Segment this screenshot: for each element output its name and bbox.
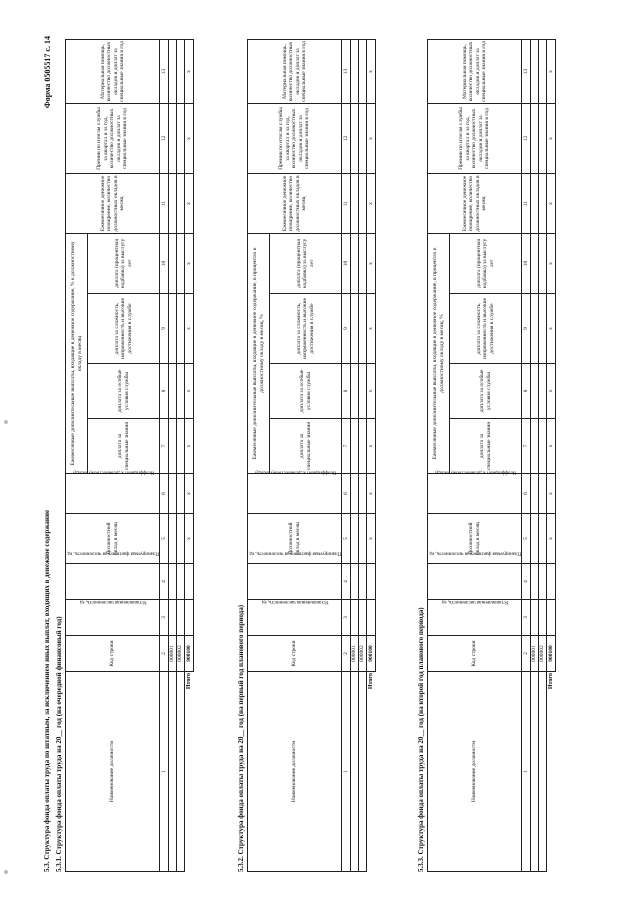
data-cell[interactable] — [351, 600, 359, 636]
total-mark: x — [367, 233, 376, 293]
total-mark: x — [185, 234, 194, 294]
header-special-service: доплата за особые условия службы — [450, 364, 522, 419]
total-code: 900100 — [185, 636, 194, 672]
header-monthly-cash: Ежемесячное денежное поощрение, количество должностных окладов в месяц — [248, 173, 342, 233]
data-cell[interactable] — [177, 40, 185, 104]
total-row — [185, 40, 194, 872]
data-cell[interactable] — [539, 294, 547, 364]
data-cell[interactable] — [531, 364, 539, 419]
section-heading-line1: 5.3. Структура фонда оплаты труда по штатным, за исключением иных выплат, входящих в денежное содержание — [43, 509, 51, 872]
data-cell[interactable] — [539, 364, 547, 419]
total-cell[interactable] — [547, 564, 556, 600]
subsection-2-title: 5.3.2. Структура фонда оплаты труда на 20__ год (на первый год планового периода) — [237, 604, 245, 872]
total-code: 900100 — [367, 636, 376, 672]
colnum: 7 — [160, 419, 169, 474]
header-special-service: доплата за особые условия службы — [270, 364, 342, 419]
colnum: 4 — [342, 564, 351, 600]
header-planned-count — [66, 550, 160, 600]
section-heading — [43, 510, 51, 872]
data-cell[interactable] — [169, 600, 177, 636]
header-coefficient — [428, 469, 522, 514]
row-code: 000002 — [539, 636, 547, 672]
header-material-aid: Материальная помощь, количество должностных окладов и доплат за специальные знания в год — [248, 39, 342, 103]
colnum: 1 — [522, 672, 531, 872]
colnum: 13 — [522, 39, 531, 103]
data-cell[interactable] — [539, 173, 547, 233]
column-number-row — [160, 40, 169, 872]
header-row-code: Код строки — [248, 636, 342, 672]
colnum: 7 — [342, 419, 351, 474]
colnum: 4 — [522, 564, 531, 600]
total-mark: x — [547, 173, 556, 233]
total-mark: x — [367, 103, 376, 173]
colnum: 2 — [342, 636, 351, 672]
table-row — [359, 39, 367, 871]
total-mark: x — [547, 294, 556, 364]
header-salary: Должностной оклад в месяц — [428, 514, 522, 564]
header-planned-count-text: Планируемая фактическая численность, ед — [429, 550, 521, 556]
data-cell[interactable] — [359, 39, 367, 103]
data-cell[interactable] — [351, 474, 359, 514]
total-label: Итого — [368, 673, 374, 690]
total-mark: x — [367, 294, 376, 364]
header-position-name: Наименование должности — [66, 672, 160, 872]
data-cell[interactable] — [169, 419, 177, 474]
scan-dot — [4, 420, 8, 424]
colnum: 3 — [160, 600, 169, 636]
data-cell[interactable] — [539, 103, 547, 173]
total-mark: x — [185, 40, 194, 104]
data-cell[interactable] — [169, 174, 177, 234]
data-cell[interactable] — [359, 600, 367, 636]
colnum: 10 — [522, 233, 531, 293]
data-cell[interactable] — [539, 474, 547, 514]
data-cell[interactable] — [351, 514, 359, 564]
header-quarterly-premium: Премии по итогам службы за квартал и за год, количество должностных окладов и доплат за специальные знания в год — [66, 104, 160, 174]
data-cell[interactable] — [351, 39, 359, 103]
form-number: Форма 0505517 с. 14 — [43, 36, 52, 109]
header-material-aid: Материальная помощь, количество должностных окладов и доплат за специальные знания в год — [428, 39, 522, 103]
data-cell[interactable] — [351, 103, 359, 173]
header-coefficient-text: Коэффициент к должностному окладу — [254, 469, 336, 475]
total-mark: x — [185, 474, 194, 514]
header-monthly-cash: Ежемесячное денежное поощрение, количество должностных окладов в месяц — [66, 174, 160, 234]
colnum: 8 — [160, 364, 169, 419]
total-mark: x — [367, 419, 376, 474]
data-cell[interactable] — [177, 419, 185, 474]
subsection-3 — [417, 40, 595, 872]
data-cell[interactable] — [177, 174, 185, 234]
colnum: 11 — [160, 174, 169, 234]
colnum: 11 — [342, 173, 351, 233]
header-coefficient-text: Коэффициент к должностному окладу — [72, 469, 154, 475]
header-monthly-group: Ежемесячные дополнительные выплаты, входящие в денежное содержание, в процентах к должностному окладу в месяц, % — [428, 233, 450, 473]
total-mark: x — [547, 103, 556, 173]
total-mark: x — [367, 173, 376, 233]
data-cell[interactable] — [169, 474, 177, 514]
colnum: 6 — [160, 474, 169, 514]
data-cell[interactable] — [359, 474, 367, 514]
data-cell[interactable] — [351, 419, 359, 474]
data-cell[interactable] — [351, 364, 359, 419]
header-material-aid: Материальная помощь, количество должностных окладов и доплат за специальные знания в год — [66, 40, 160, 104]
subsection-2 — [237, 40, 415, 872]
data-cell[interactable] — [177, 600, 185, 636]
row-code: 000002 — [359, 636, 367, 672]
total-mark: x — [547, 514, 556, 564]
row-code: 000001 — [169, 636, 177, 672]
data-cell[interactable] — [169, 104, 177, 174]
colnum: 9 — [522, 294, 531, 364]
colnum: 2 — [522, 636, 531, 672]
colnum: 1 — [160, 672, 169, 872]
header-complexity: доплата за сложность, напряженность и высокие достижения в службе — [88, 294, 160, 364]
header-coefficient — [66, 469, 160, 514]
total-mark: x — [547, 364, 556, 419]
data-cell[interactable] — [359, 564, 367, 600]
total-code: 900100 — [547, 636, 556, 672]
total-mark: x — [547, 474, 556, 514]
row-code: 000001 — [531, 636, 539, 672]
header-coefficient-text: Коэффициент к должностному окладу — [434, 469, 516, 475]
header-position-name: Наименование должности — [428, 672, 522, 872]
header-rank-bonus: доплата (процентная надбавка) за выслугу лет — [88, 234, 160, 294]
header-staff-count-text: Установленная численность, ед — [261, 598, 329, 604]
colnum: 12 — [160, 104, 169, 174]
data-cell[interactable] — [539, 514, 547, 564]
column-number-row — [342, 39, 351, 871]
data-cell[interactable] — [351, 294, 359, 364]
header-planned-count-text: Планируемая фактическая численность, ед — [249, 550, 341, 556]
colnum: 5 — [342, 514, 351, 564]
column-number-row — [522, 39, 531, 871]
data-cell[interactable] — [359, 514, 367, 564]
data-cell[interactable] — [359, 294, 367, 364]
colnum: 5 — [522, 514, 531, 564]
header-complexity: доплата за сложность, напряженность и высокие достижения в службе — [270, 294, 342, 364]
header-row-code: Код строки — [428, 636, 522, 672]
colnum: 8 — [522, 364, 531, 419]
data-cell[interactable] — [531, 233, 539, 293]
data-cell[interactable] — [531, 514, 539, 564]
colnum: 13 — [160, 40, 169, 104]
data-cell[interactable] — [169, 294, 177, 364]
form-page — [37, 28, 602, 878]
total-label: Итого — [548, 673, 554, 690]
table-row — [169, 40, 177, 872]
total-cell[interactable] — [185, 564, 194, 600]
total-mark: x — [185, 419, 194, 474]
data-cell[interactable] — [359, 233, 367, 293]
total-mark: x — [185, 514, 194, 564]
header-monthly-group: Ежемесячные дополнительные выплаты, входящие в денежное содержание, % к должностному окладу в месяц — [66, 234, 88, 474]
data-cell[interactable] — [531, 39, 539, 103]
header-coefficient — [248, 469, 342, 514]
data-cell[interactable] — [539, 39, 547, 103]
data-cell[interactable] — [177, 364, 185, 419]
header-special-conditions: доплата за специальные знания — [88, 419, 160, 474]
header-staff-count-text: Установленная численность, ед — [79, 598, 147, 604]
data-cell[interactable] — [359, 419, 367, 474]
colnum: 9 — [160, 294, 169, 364]
colnum: 13 — [342, 39, 351, 103]
header-staff-count-text: Установленная численность, ед — [441, 598, 509, 604]
data-cell[interactable] — [169, 364, 177, 419]
header-complexity: доплата за сложность, напряженность и высокие достижения в службе — [450, 294, 522, 364]
total-mark: x — [185, 174, 194, 234]
data-cell[interactable] — [531, 419, 539, 474]
colnum: 8 — [342, 364, 351, 419]
data-cell[interactable] — [351, 233, 359, 293]
total-cell[interactable] — [547, 600, 556, 636]
total-mark: x — [547, 233, 556, 293]
colnum: 7 — [522, 419, 531, 474]
colnum: 6 — [342, 474, 351, 514]
colnum: 3 — [522, 600, 531, 636]
scan-dot — [4, 870, 8, 874]
colnum: 4 — [160, 564, 169, 600]
data-cell[interactable] — [177, 234, 185, 294]
subsection-3-title: 5.3.3. Структура фонда оплаты труда на 20__ год (на второй год планового периода) — [417, 607, 425, 872]
header-monthly-cash: Ежемесячное денежное поощрение, количество должностных окладов в месяц — [428, 173, 522, 233]
total-cell[interactable] — [367, 600, 376, 636]
header-quarterly-premium: Премии по итогам службы за квартал и за год, количество должностных окладов и доплат за специальные знания в год — [248, 103, 342, 173]
position-cell[interactable] — [531, 672, 539, 872]
header-rank-bonus: доплата (процентная надбавка) за выслугу лет — [270, 233, 342, 293]
colnum: 12 — [342, 103, 351, 173]
salary-structure-table-2 — [247, 39, 376, 872]
total-mark: x — [547, 39, 556, 103]
colnum: 6 — [522, 474, 531, 514]
header-staff-count — [248, 600, 342, 636]
total-mark: x — [185, 294, 194, 364]
data-cell[interactable] — [539, 233, 547, 293]
header-special-service: доплата за особые условия службы — [88, 364, 160, 419]
table-row — [539, 39, 547, 871]
header-planned-count — [428, 550, 522, 600]
total-mark: x — [367, 364, 376, 419]
data-cell[interactable] — [169, 40, 177, 104]
table-row — [531, 39, 539, 871]
colnum: 1 — [342, 672, 351, 872]
data-cell[interactable] — [169, 514, 177, 564]
data-cell[interactable] — [359, 173, 367, 233]
colnum: 11 — [522, 173, 531, 233]
total-mark: x — [367, 514, 376, 564]
salary-structure-table-1 — [65, 39, 194, 872]
colnum: 10 — [342, 233, 351, 293]
total-mark: x — [185, 364, 194, 419]
header-salary: Должностной оклад в месяц — [248, 514, 342, 564]
data-cell[interactable] — [539, 564, 547, 600]
colnum: 2 — [160, 636, 169, 672]
header-planned-count — [248, 550, 342, 600]
header-salary: Должностной оклад в месяц — [66, 514, 160, 564]
data-cell[interactable] — [531, 173, 539, 233]
header-rank-bonus: доплата (процентная надбавка) за выслугу лет — [450, 233, 522, 293]
position-cell[interactable] — [359, 672, 367, 872]
header-planned-count-text: Планируемая фактическая численность, ед — [67, 550, 159, 556]
data-cell[interactable] — [177, 294, 185, 364]
colnum: 12 — [522, 103, 531, 173]
data-cell[interactable] — [531, 474, 539, 514]
row-code: 000002 — [177, 636, 185, 672]
header-row-code: Код строки — [66, 636, 160, 672]
table-row — [351, 39, 359, 871]
data-cell[interactable] — [169, 564, 177, 600]
total-cell[interactable] — [367, 564, 376, 600]
data-cell[interactable] — [531, 103, 539, 173]
subsection-1-title: 5.3.1. Структура фонда оплаты труда на 20__ год (на очередной финансовый год) — [55, 616, 63, 872]
header-monthly-group: Ежемесячные дополнительные выплаты, входящие в денежное содержание, в процентах к должностному окладу в месяц, % — [248, 233, 270, 473]
data-cell[interactable] — [539, 419, 547, 474]
data-cell[interactable] — [177, 514, 185, 564]
header-staff-count — [428, 600, 522, 636]
total-row — [547, 39, 556, 871]
header-position-name: Наименование должности — [248, 672, 342, 872]
data-cell[interactable] — [177, 104, 185, 174]
data-cell[interactable] — [351, 173, 359, 233]
total-mark: x — [367, 474, 376, 514]
colnum: 9 — [342, 294, 351, 364]
data-cell[interactable] — [169, 234, 177, 294]
position-cell[interactable] — [539, 672, 547, 872]
salary-structure-table-3 — [427, 39, 556, 872]
data-cell[interactable] — [177, 474, 185, 514]
data-cell[interactable] — [531, 294, 539, 364]
total-row — [367, 39, 376, 871]
data-cell[interactable] — [177, 564, 185, 600]
colnum: 3 — [342, 600, 351, 636]
data-cell[interactable] — [531, 564, 539, 600]
data-cell[interactable] — [351, 564, 359, 600]
table-row — [177, 40, 185, 872]
colnum: 5 — [160, 514, 169, 564]
total-label: Итого — [186, 673, 192, 690]
row-code: 000001 — [351, 636, 359, 672]
data-cell[interactable] — [539, 600, 547, 636]
data-cell[interactable] — [359, 364, 367, 419]
total-mark: x — [547, 419, 556, 474]
position-cell[interactable] — [177, 672, 185, 872]
total-mark: x — [185, 104, 194, 174]
header-special-conditions: доплата за специальные знания — [450, 419, 522, 474]
colnum: 10 — [160, 234, 169, 294]
header-special-conditions: доплата за специальные знания — [270, 419, 342, 474]
header-quarterly-premium: Премии по итогам службы за квартал и за год, количество должностных окладов и доплат за специальные знания в год — [428, 103, 522, 173]
total-cell[interactable] — [185, 600, 194, 636]
position-cell[interactable] — [169, 672, 177, 872]
data-cell[interactable] — [531, 600, 539, 636]
subsection-1 — [55, 40, 233, 872]
header-staff-count — [66, 600, 160, 636]
data-cell[interactable] — [359, 103, 367, 173]
position-cell[interactable] — [351, 672, 359, 872]
total-mark: x — [367, 39, 376, 103]
